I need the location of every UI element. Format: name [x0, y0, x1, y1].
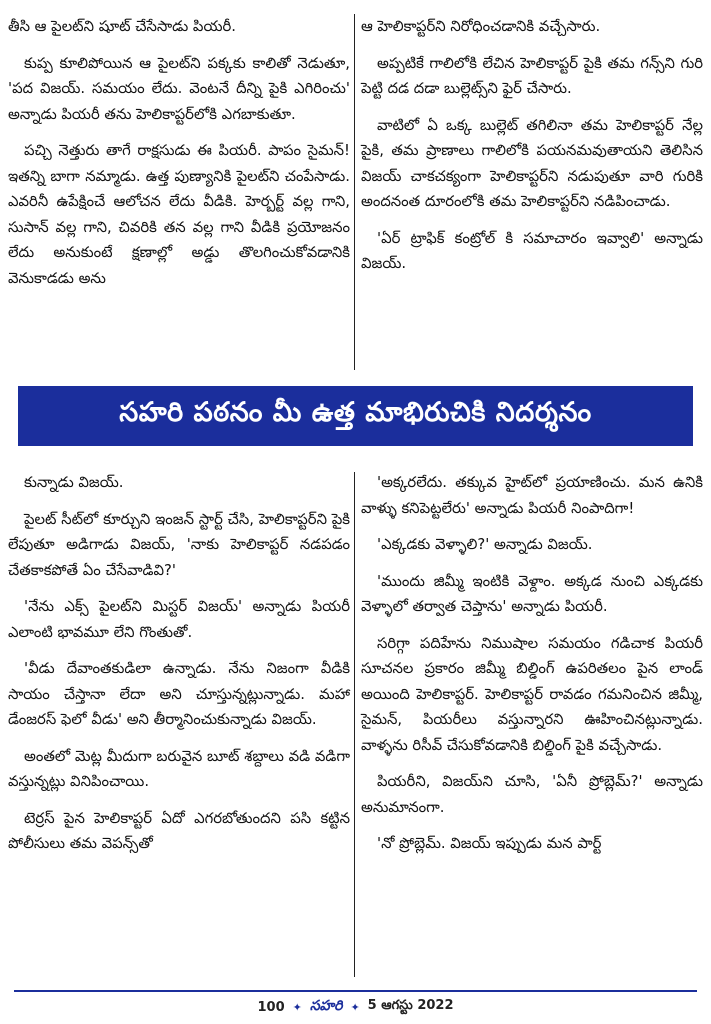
paragraph: 'ఎక్కడకు వెళ్ళాలి?' అన్నాడు విజయ్.: [377, 536, 593, 553]
paragraph: 'అక్కరలేదు. తక్కువ హైట్‌లో ప్రయాణించు. మన ఉనికి వాళ్ళు కనిపెట్టలేరు' అన్నాడు పియరీ నింపాదిగా!: [361, 474, 703, 517]
paragraph: 'ఏర్ ట్రాఫిక్ కంట్రోల్ కి సమాచారం ఇవ్వాలి' అన్నాడు విజయ్.: [361, 229, 703, 272]
banner-text: సహరి పఠనం మీ ఉత్త మాభిరుచికి నిదర్శనం: [119, 397, 592, 428]
bottom-section: [8, 470, 703, 970]
bottom-right-column: [361, 470, 703, 970]
star-icon: ✦: [350, 1000, 360, 1014]
top-left-column: [8, 14, 350, 374]
slogan-banner: [18, 386, 693, 446]
page-footer: [0, 994, 711, 1020]
paragraph: పైలట్ సీట్‌లో కూర్చుని ఇంజన్ స్టార్ట్ చేసి, హెలికాప్టర్‌ని పైకి లేపుతూ అడిగాడు విజయ్, 'నాకు హెలికాప్టర్ నడపడం చేతకాకపోతే ఏం చేసేవాడివి?': [8, 510, 350, 579]
paragraph: వాటిలో ఏ ఒక్క బుల్లెట్ తగిలినా తమ హెలికాప్టర్ నేల్ల పైకి, తమ ప్రాణాలు గాలిలోకి పయనమవుతాయని తెలిసిన విజయ్ చాకచక్యంగా హెలికాప్టర్‌ని నడుపుతూ వారి గురికి అందనంత దూరంలోకి తమ హెలికాప్టర్‌ని నడిపించాడు.: [361, 116, 703, 210]
paragraph: పియరీని, విజయ్‌ని చూసి, 'ఏనీ ప్రోబ్లెమ్?' అన్నాడు అనుమానంగా.: [361, 773, 703, 816]
paragraph: కుప్ప కూలిపోయిన ఆ పైలట్‌ని పక్కకు కాలితో నెడుతూ, 'పద విజయ్. సమయం లేదు. వెంటనే దీన్ని పైకి ఎగిరించు' అన్నాడు పియరీ తను హెలికాప్టర్‌లోకి ఎగబాకుతూ.: [8, 54, 350, 123]
page-number: 100: [257, 999, 285, 1015]
paragraph: ఆ హెలికాప్టర్‌ని నిరోధించడానికి వచ్చేసారు.: [361, 18, 601, 35]
paragraph: అప్పటికే గాలిలోకి లేచిన హెలికాప్టర్ పైకి తమ గన్స్‌ని గురి పెట్టి దడ దడా బుల్లెట్స్‌ని ఫైర్ చేసారు.: [361, 54, 703, 97]
paragraph: 'నో ప్రోబ్లెమ్. విజయ్ ఇప్పుడు మన పార్ట్: [377, 835, 602, 852]
bottom-left-column: [8, 470, 350, 970]
paragraph: 'నేను ఎక్స్ పైలట్‌ని మిస్టర్ విజయ్' అన్నాడు పియరీ ఎలాంటి భావమూ లేని గొంతుతో.: [8, 598, 350, 641]
top-section: [8, 14, 703, 374]
paragraph: సరిగ్గా పదిహేను నిముషాల సమయం గడిచాక పియరీ సూచనల ప్రకారం జిమ్మీ బిల్డింగ్ ఉపరితలం పైన లాండ్ అయింది హెలికాప్టర్. హెలికాప్టర్ రావడం గమనించిన జిమ్మీ, సైమన్, పియరీలు వస్తున్నారని ఊహించినట్లున్నాడు. వాళ్ళను రిసీవ్ చేసుకోవడానికి బిల్డింగ్ పైకి వచ్చేసాడు.: [361, 634, 703, 754]
paragraph: 'వీడు దేవాంతకుడిలా ఉన్నాడు. నేను నిజంగా వీడికి సాయం చేస్తానా లేదా అని చూస్తున్నట్లున్నాడు. మహా డేంజరస్ ఫెలో వీడు' అని తీర్మానించుకున్నాడు విజయ్.: [8, 660, 350, 728]
magazine-brand: సహరి: [309, 997, 343, 1014]
footer-rule: [14, 990, 697, 992]
paragraph: అంతలో మెట్ల మీదుగా బరువైన బూట్ శబ్దాలు వడి వడిగా వస్తున్నట్లు వినిపించాయి.: [8, 747, 350, 790]
paragraph: పచ్చి నెత్తురు తాగే రాక్షసుడు ఈ పియరీ. పాపం సైమన్! ఇతన్ని బాగా నమ్మాడు. ఉత్త పుణ్యానికి పైలట్‌ని చంపేసాడు. ఎవరినీ ఉపేక్షించే ఆలోచన లేదు వీడికి. హెర్బర్ట్ వల్ల గాని, సుసాన్ వల్ల గాని, చివరికి తన వల్ల గాని వీడికి ప్రయోజనం లేదు అనుకుంటే క్షణాల్లో అడ్డు తొలగించుకోవడానికి వెనుకాడడు అను: [8, 142, 350, 287]
top-right-column: [361, 14, 703, 374]
paragraph: కున్నాడు విజయ్.: [24, 474, 124, 491]
issue-date: 5 ఆగస్టు 2022: [367, 998, 454, 1013]
paragraph: టెర్రస్ పైన హెలికాప్టర్ ఏదో ఎగరబోతుందని పసి కట్టిన పోలీసులు తమ వెపన్స్‌తో: [8, 809, 350, 852]
paragraph: 'ముందు జిమ్మీ ఇంటికి వెళ్దాం. అక్కడ నుంచి ఎక్కడకు వెళ్ళాలో తర్వాత చెప్తాను' అన్నాడు పియరీ.: [361, 572, 703, 615]
column-divider: [354, 14, 355, 370]
paragraph: తీసి ఆ పైలట్‌ని షూట్ చేసేసాడు పియరీ.: [8, 18, 236, 35]
star-icon: ✦: [292, 1000, 302, 1014]
column-divider: [354, 472, 355, 977]
